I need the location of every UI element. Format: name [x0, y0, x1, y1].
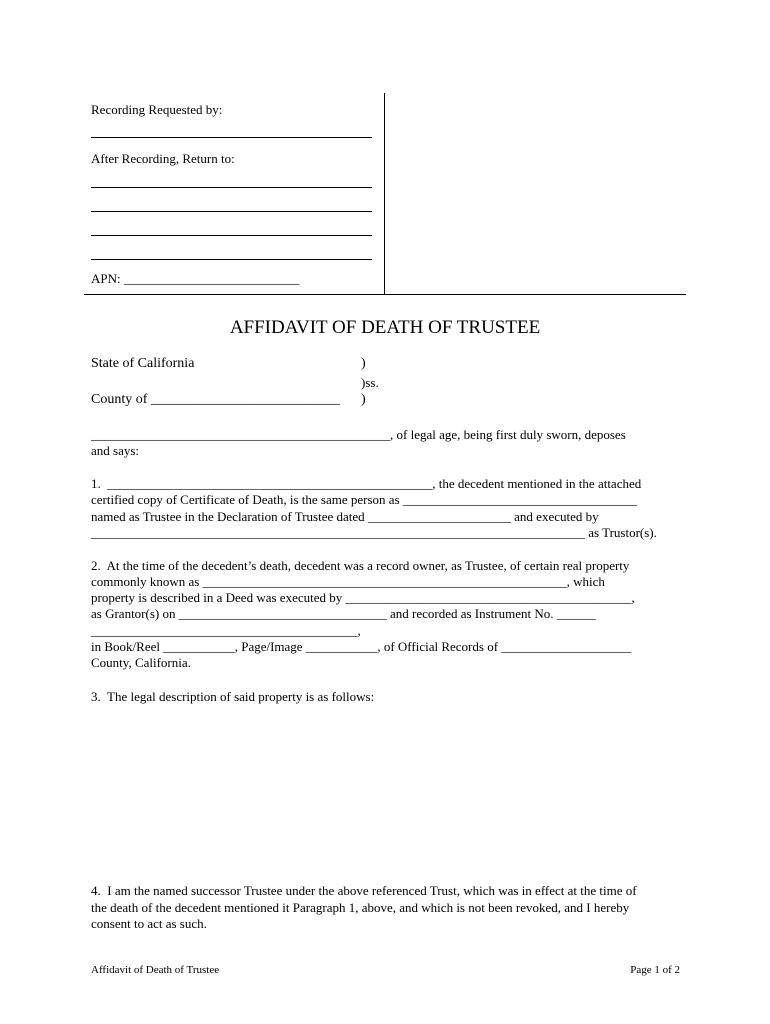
venue-ss: )ss.: [361, 375, 379, 390]
intro-line-2: and says:: [91, 443, 140, 458]
venue-paren-1: ): [361, 356, 366, 371]
para2-line-4[interactable]: as Grantor(s) on ________________________________ and recorded as Instrument No. ______: [91, 606, 596, 621]
venue-paren-3: ): [361, 392, 366, 407]
footer-document-name: Affidavit of Death of Trustee: [91, 964, 220, 976]
apn-field[interactable]: APN: ___________________________: [91, 271, 300, 286]
return-to-line-1[interactable]: [91, 187, 372, 188]
para1-line-3[interactable]: named as Trustee in the Declaration of Trustee dated ______________________ and executed by: [91, 509, 599, 524]
para2-line-7: County, California.: [91, 655, 191, 670]
para4-line-1: 4. I am the named successor Trustee under the above referenced Trust, which was in effect at the time of: [91, 883, 637, 898]
return-to-line-4[interactable]: [91, 259, 372, 260]
return-to-line-2[interactable]: [91, 211, 372, 212]
para3-text: 3. The legal description of said property is as follows:: [91, 689, 375, 704]
return-to-label: After Recording, Return to:: [91, 151, 235, 166]
recording-box-divider: [384, 93, 385, 294]
para1-line-2[interactable]: certified copy of Certificate of Death, is the same person as ____________________________________: [91, 492, 637, 507]
venue-state: State of California: [91, 356, 195, 371]
para4-line-3: consent to act as such.: [91, 916, 207, 931]
recording-box-bottom-rule: [84, 294, 686, 295]
recording-requested-label: Recording Requested by:: [91, 102, 223, 117]
intro-line-1[interactable]: ______________________________________________, of legal age, being first duly sworn, deposes: [91, 427, 626, 442]
document-title: AFFIDAVIT OF DEATH OF TRUSTEE: [229, 317, 541, 338]
para2-line-2[interactable]: commonly known as ________________________________________________________, which: [91, 574, 605, 589]
para2-line-1: 2. At the time of the decedent’s death, decedent was a record owner, as Trustee, of certain real property: [91, 558, 630, 573]
para2-line-3[interactable]: property is described in a Deed was executed by ____________________________________________,: [91, 590, 635, 605]
venue-county-field[interactable]: County of ___________________________: [91, 392, 340, 407]
para1-line-1[interactable]: 1. __________________________________________________, the decedent mentioned in the attached: [91, 476, 642, 491]
para2-line-6[interactable]: in Book/Reel ___________, Page/Image ___________, of Official Records of ____________________: [91, 639, 632, 654]
requested-by-line[interactable]: [91, 137, 372, 138]
footer-page-number: Page 1 of 2: [630, 964, 680, 976]
return-to-line-3[interactable]: [91, 235, 372, 236]
para4-line-2: the death of the decedent mentioned it Paragraph 1, above, and which is not been revoked, and I hereby: [91, 900, 630, 915]
para1-line-4[interactable]: ____________________________________________________________________________ as Trustor(s).: [91, 525, 657, 540]
para2-line-5[interactable]: _________________________________________,: [91, 623, 361, 638]
